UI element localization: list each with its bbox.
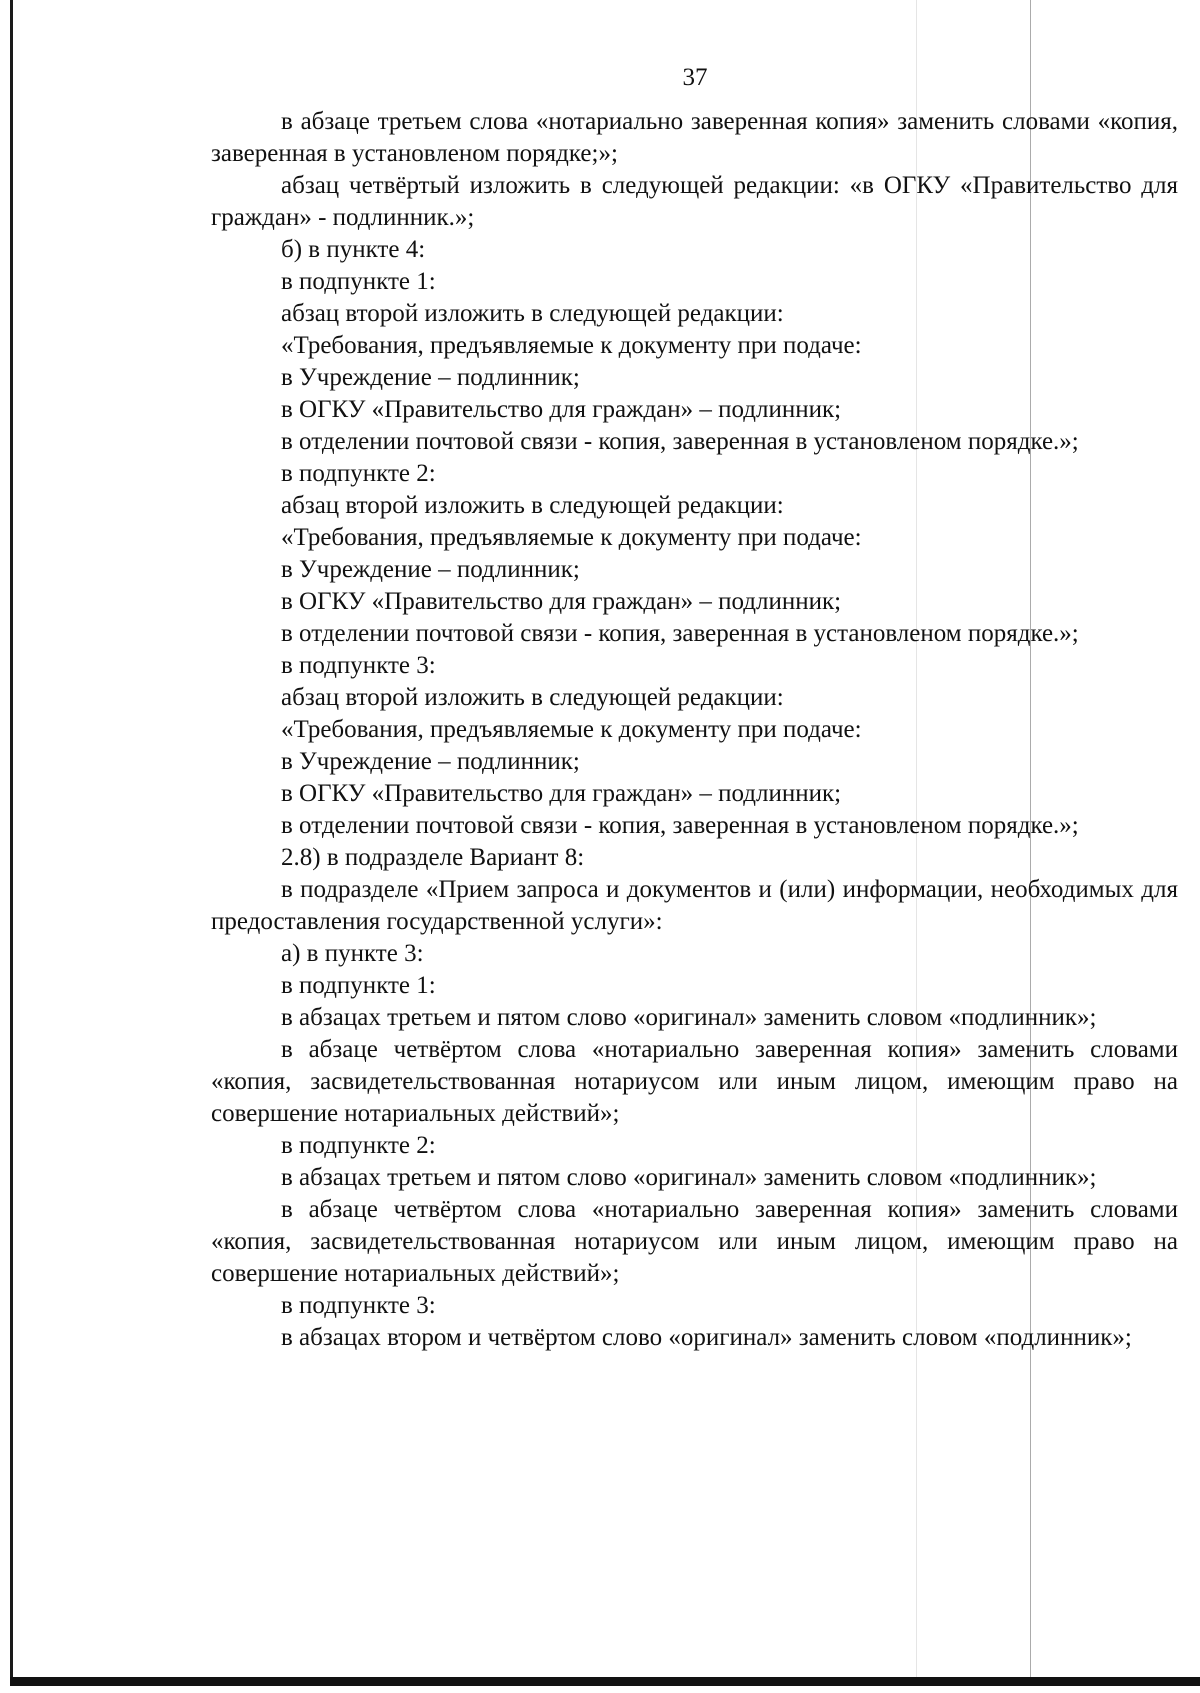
paragraph: в подпункте 1: xyxy=(281,268,436,295)
paragraph: в Учреждение – подлинник; xyxy=(281,364,580,391)
paragraph: в подпункте 2: xyxy=(281,460,436,487)
paragraph: в ОГКУ «Правительство для граждан» – подлинник; xyxy=(281,588,842,615)
paragraph: «Требования, предъявляемые к документу при подаче: xyxy=(281,332,862,359)
paragraph: абзац второй изложить в следующей редакции: xyxy=(281,300,784,327)
paragraph: в абзацах втором и четвёртом слово «оригинал» заменить словом «подлинник»; xyxy=(281,1324,1132,1351)
paragraph: в ОГКУ «Правительство для граждан» – подлинник; xyxy=(281,780,842,807)
paragraph: абзац второй изложить в следующей редакции: xyxy=(281,684,784,711)
paragraph: в абзаце четвёртом слова «нотариально заверенная копия» заменить словами «копия, засвидетельствованная нотариусом или иным лицом, имеющим право на совершение нотариальных действий»; xyxy=(211,1196,1178,1287)
paragraph: в абзаце третьем слова «нотариально заверенная копия» заменить словами «копия, заверенная в установленом порядке;»; xyxy=(211,108,1178,167)
paragraph: «Требования, предъявляемые к документу при подаче: xyxy=(281,716,862,743)
scan-left-border xyxy=(10,0,13,1680)
paragraph: а) в пункте 3: xyxy=(281,940,424,967)
paragraph: в абзаце четвёртом слова «нотариально заверенная копия» заменить словами «копия, засвидетельствованная нотариусом или иным лицом, имеющим право на совершение нотариальных действий»; xyxy=(211,1036,1178,1127)
paragraph: в абзацах третьем и пятом слово «оригинал» заменить словом «подлинник»; xyxy=(281,1004,1097,1031)
paragraph: в подпункте 1: xyxy=(281,972,436,999)
paragraph: в отделении почтовой связи - копия, заверенная в установленом порядке.»; xyxy=(281,620,1079,647)
paragraph: б) в пункте 4: xyxy=(281,236,426,263)
paragraph: в подразделе «Прием запроса и документов и (или) информации, необходимых для предоставления государственной услуги»: xyxy=(211,876,1178,935)
paragraph: абзац второй изложить в следующей редакции: xyxy=(281,492,784,519)
scan-bottom-border xyxy=(10,1677,1200,1686)
paragraph: 2.8) в подразделе Вариант 8: xyxy=(281,844,585,871)
paragraph: в подпункте 2: xyxy=(281,1132,436,1159)
paragraph: в отделении почтовой связи - копия, заверенная в установленом порядке.»; xyxy=(281,812,1079,839)
paragraph: в подпункте 3: xyxy=(281,1292,436,1319)
page-number: 37 xyxy=(682,64,708,91)
document-body xyxy=(211,106,1178,1354)
paragraph: в Учреждение – подлинник; xyxy=(281,556,580,583)
paragraph: в отделении почтовой связи - копия, заверенная в установленом порядке.»; xyxy=(281,428,1079,455)
paragraph: в подпункте 3: xyxy=(281,652,436,679)
paragraph: абзац четвёртый изложить в следующей редакции: «в ОГКУ «Правительство для граждан» - подлинник.»; xyxy=(211,172,1178,231)
paragraph: в абзацах третьем и пятом слово «оригинал» заменить словом «подлинник»; xyxy=(281,1164,1097,1191)
paragraph: в ОГКУ «Правительство для граждан» – подлинник; xyxy=(281,396,842,423)
paragraph: «Требования, предъявляемые к документу при подаче: xyxy=(281,524,862,551)
paragraph: в Учреждение – подлинник; xyxy=(281,748,580,775)
